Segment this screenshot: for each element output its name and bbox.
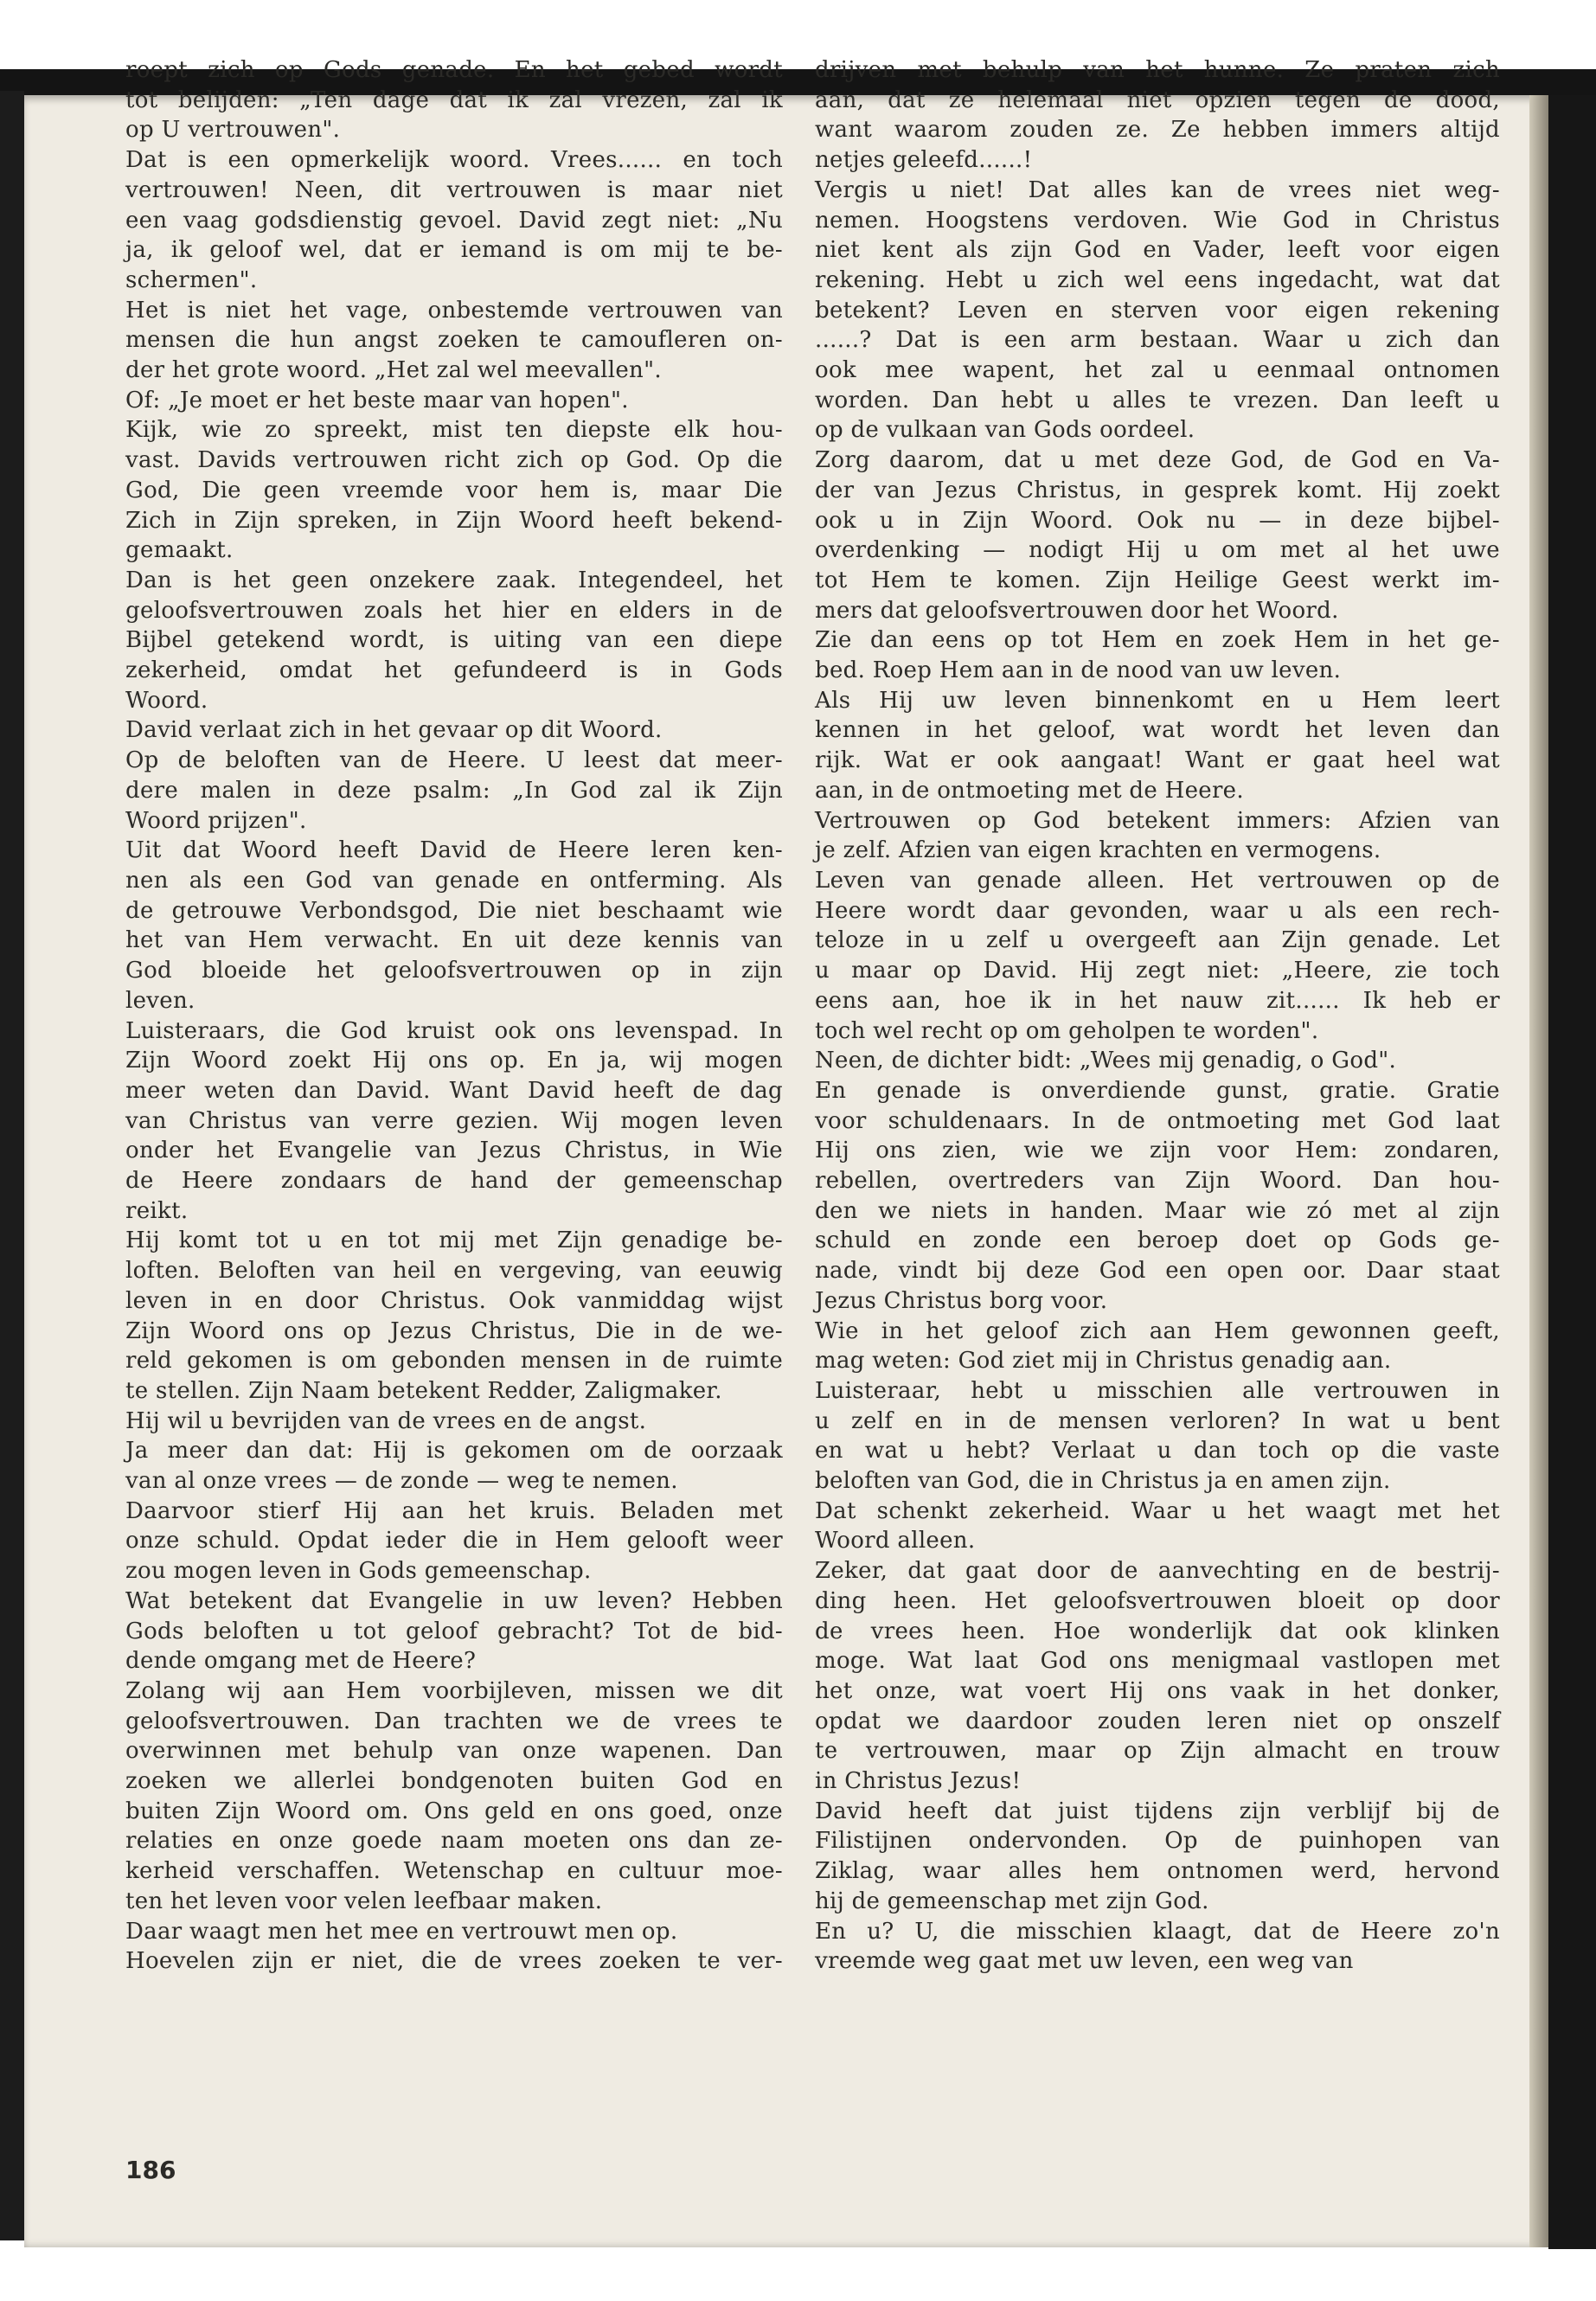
text-line: Heere wordt daar gevonden, waar u als een rech-	[815, 897, 1500, 924]
text-line: niet kent als zijn God en Vader, leeft voor eigen	[815, 237, 1500, 264]
text-line: Uit dat Woord heeft David de Heere leren ken-	[125, 837, 783, 864]
text-line: Als Hij uw leven binnenkomt en u Hem leert	[815, 687, 1500, 714]
text-line: En genade is onverdiende gunst, gratie. Gratie	[815, 1077, 1500, 1104]
text-line: netjes geleefd......!	[815, 147, 1033, 174]
text-line: nemen. Hoogstens verdoven. Wie God in Christus	[815, 207, 1500, 234]
text-line: op U vertrouwen".	[125, 117, 341, 144]
text-line: schermen".	[125, 266, 258, 293]
text-line: van Christus van verre gezien. Wij mogen leven	[125, 1107, 783, 1134]
text-line: leven in en door Christus. Ook vanmiddag wijst	[125, 1287, 783, 1314]
text-line: u maar op David. Hij zegt niet: „Heere, zie toch	[815, 958, 1500, 984]
text-line: Dan is het geen onzekere zaak. Integendeel, het	[125, 567, 783, 593]
text-line: meer weten dan David. Want David heeft de dag	[125, 1077, 783, 1104]
text-line: mers dat geloofsvertrouwen door het Woord.	[815, 597, 1339, 624]
text-line: betekent? Leven en sterven voor eigen rekening	[815, 297, 1500, 324]
text-line: te vertrouwen, maar op Zijn almacht en trouw	[815, 1738, 1500, 1765]
text-line: van al onze vrees — de zonde — weg te nemen.	[125, 1468, 678, 1495]
text-line: Neen, de dichter bidt: „Wees mij genadig, o God".	[815, 1048, 1397, 1074]
text-line: nen als een God van genade en ontferming. Als	[125, 867, 783, 894]
text-line: Zie dan eens op tot Hem en zoek Hem in het ge-	[815, 627, 1500, 654]
text-line: Zijn Woord ons op Jezus Christus, Die in de we-	[125, 1317, 783, 1344]
text-line: aan, in de ontmoeting met de Heere.	[815, 777, 1244, 804]
text-line: vreemde weg gaat met uw leven, een weg van	[815, 1948, 1354, 1975]
text-line: voor schuldenaars. In de ontmoeting met God laat	[815, 1107, 1500, 1134]
text-line: Dat schenkt zekerheid. Waar u het waagt met het	[815, 1497, 1500, 1524]
text-line: Filistijnen ondervonden. Op de puinhopen van	[815, 1828, 1500, 1855]
text-line: Zich in Zijn spreken, in Zijn Woord heeft bekend-	[125, 507, 783, 534]
text-line: hij de gemeenschap met zijn God.	[815, 1888, 1209, 1914]
text-line: de getrouwe Verbondsgod, Die niet beschaamt wie	[125, 897, 783, 924]
text-line: relaties en onze goede naam moeten ons dan ze-	[125, 1828, 783, 1855]
text-line: rijk. Wat er ook aangaat! Want er gaat heel wat	[815, 747, 1500, 774]
scan-border-right	[1548, 95, 1596, 2249]
text-line: Hij wil u bevrijden van de vrees en de angst.	[125, 1407, 647, 1434]
text-line: David verlaat zich in het gevaar op dit Woord.	[125, 717, 663, 744]
text-line: mag weten: God ziet mij in Christus genadig aan.	[815, 1348, 1392, 1375]
text-line: Hij komt tot u en tot mij met Zijn genadige be-	[125, 1227, 783, 1254]
text-line: beloften van God, die in Christus ja en amen zijn.	[815, 1468, 1391, 1495]
text-line: eens aan, hoe ik in het nauw zit...... Ik heb er	[815, 987, 1500, 1014]
text-line: Of: „Je moet er het beste maar van hopen".	[125, 387, 629, 413]
text-line: tot Hem te komen. Zijn Heilige Geest werkt im-	[815, 567, 1500, 593]
text-line: den we niets in handen. Maar wie zó met al zijn	[815, 1197, 1500, 1224]
scan-border-left	[0, 91, 24, 2240]
text-line: Zolang wij aan Hem voorbijleven, missen we dit	[125, 1677, 783, 1704]
text-line: Zijn Woord zoekt Hij ons op. En ja, wij mogen	[125, 1048, 783, 1074]
text-line: rebellen, overtreders van Zijn Woord. Dan hou-	[815, 1168, 1500, 1195]
text-line: Gods beloften u tot geloof gebracht? Tot de bid-	[125, 1618, 783, 1644]
text-line: Luisteraar, hebt u misschien alle vertrouwen in	[815, 1377, 1500, 1404]
text-line: toch wel recht op om geholpen te worden".	[815, 1017, 1319, 1044]
text-line: kennen in het geloof, wat wordt het leven dan	[815, 717, 1500, 744]
text-line: loften. Beloften van heil en vergeving, van eeuwig	[125, 1258, 783, 1285]
text-line: der het grote woord. „Het zal wel meevallen".	[125, 357, 662, 384]
text-line: David heeft dat juist tijdens zijn verblijf bij de	[815, 1798, 1500, 1824]
text-line: tot belijden: „Ten dage dat ik zal vrezen, zal ik	[125, 87, 783, 113]
text-line: overdenking — nodigt Hij u om met al het uwe	[815, 537, 1500, 564]
text-line: Luisteraars, die God kruist ook ons levenspad. In	[125, 1017, 783, 1044]
text-line: nade, vindt bij deze God een open oor. Daar staat	[815, 1258, 1500, 1285]
text-line: zoeken we allerlei bondgenoten buiten God en	[125, 1768, 783, 1795]
text-line: moge. Wat laat God ons menigmaal vastlopen met	[815, 1648, 1500, 1675]
text-line: vertrouwen! Neen, dit vertrouwen is maar niet	[125, 176, 783, 203]
text-line: onder het Evangelie van Jezus Christus, in Wie	[125, 1138, 783, 1164]
text-line: kerheid verschaffen. Wetenschap en cultuur moe-	[125, 1858, 783, 1885]
text-line: te stellen. Zijn Naam betekent Redder, Zaligmaker.	[125, 1377, 722, 1404]
text-line: God, Die geen vreemde voor hem is, maar Die	[125, 477, 783, 503]
text-line: Woord.	[125, 687, 208, 714]
text-line: ten het leven voor velen leefbaar maken.	[125, 1888, 603, 1914]
text-line: in Christus Jezus!	[815, 1768, 1022, 1795]
text-line: de Heere zondaars de hand der gemeenschap	[125, 1168, 783, 1195]
text-line: ding heen. Het geloofsvertrouwen bloeit op door	[815, 1587, 1500, 1614]
text-line: rekening. Hebt u zich wel eens ingedacht, wat dat	[815, 266, 1500, 293]
text-line: zekerheid, omdat het gefundeerd is in Gods	[125, 657, 783, 684]
text-line: ook mee wapent, het zal u eenmaal ontnomen	[815, 357, 1500, 384]
text-line: Jezus Christus borg voor.	[815, 1287, 1108, 1314]
text-line: Ja meer dan dat: Hij is gekomen om de oorzaak	[125, 1438, 783, 1465]
text-line: op de vulkaan van Gods oordeel.	[815, 417, 1195, 444]
text-line: dere malen in deze psalm: „In God zal ik Zijn	[125, 777, 783, 804]
text-line: Het is niet het vage, onbestemde vertrouwen van	[125, 297, 783, 324]
text-line: buiten Zijn Woord om. Ons geld en ons goed, onze	[125, 1798, 783, 1824]
text-line: God bloeide het geloofsvertrouwen op in zijn	[125, 958, 783, 984]
text-line: drijven met behulp van het hunne. Ze praten zich	[815, 57, 1500, 83]
page-gutter-shadow	[1529, 95, 1548, 2247]
text-line: Vertrouwen op God betekent immers: Afzien van	[815, 807, 1500, 834]
text-line: Woord prijzen".	[125, 807, 307, 834]
text-line: Daarvoor stierf Hij aan het kruis. Beladen met	[125, 1497, 783, 1524]
text-line: worden. Dan hebt u alles te vrezen. Dan leeft u	[815, 387, 1500, 413]
text-line: aan, dat ze helemaal niet opzien tegen de dood,	[815, 87, 1500, 113]
text-line: Ziklag, waar alles hem ontnomen werd, hervond	[815, 1858, 1500, 1885]
text-line: Zorg daarom, dat u met deze God, de God en Va-	[815, 447, 1500, 474]
text-line: Leven van genade alleen. Het vertrouwen op de	[815, 867, 1500, 894]
text-line: reld gekomen is om gebonden mensen in de ruimte	[125, 1348, 783, 1375]
text-line: je zelf. Afzien van eigen krachten en vermogens.	[815, 837, 1381, 864]
text-line: ......? Dat is een arm bestaan. Waar u zich dan	[815, 327, 1500, 354]
text-line: ja, ik geloof wel, dat er iemand is om mij te be-	[125, 237, 783, 264]
text-line: Woord alleen.	[815, 1528, 976, 1554]
text-line: Dat is een opmerkelijk woord. Vrees...... en toch	[125, 147, 783, 174]
text-line: geloofsvertrouwen. Dan trachten we de vrees te	[125, 1708, 783, 1734]
text-line: roept zich op Gods genade. En het gebed wordt	[125, 57, 783, 83]
text-line: het van Hem verwacht. En uit deze kennis van	[125, 927, 783, 954]
text-line: Hoevelen zijn er niet, die de vrees zoeken te ver-	[125, 1948, 783, 1975]
text-line: want waarom zouden ze. Ze hebben immers altijd	[815, 117, 1500, 144]
text-line: ook u in Zijn Woord. Ook nu — in deze bijbel-	[815, 507, 1500, 534]
text-line: schuld en zonde een beroep doet op Gods ge-	[815, 1227, 1500, 1254]
text-line: dende omgang met de Heere?	[125, 1648, 477, 1675]
text-line: Wie in het geloof zich aan Hem gewonnen geeft,	[815, 1317, 1500, 1344]
text-line: onze schuld. Opdat ieder die in Hem gelooft weer	[125, 1528, 783, 1554]
text-line: en wat u hebt? Verlaat u dan toch op die vaste	[815, 1438, 1500, 1465]
text-line: En u? U, die misschien klaagt, dat de Heere zo'n	[815, 1918, 1500, 1945]
text-line: bed. Roep Hem aan in de nood van uw leven.	[815, 657, 1342, 684]
text-line: Hij ons zien, wie we zijn voor Hem: zondaren,	[815, 1138, 1500, 1164]
text-line: geloofsvertrouwen zoals het hier en elders in de	[125, 597, 783, 624]
text-line: Op de beloften van de Heere. U leest dat meer-	[125, 747, 783, 774]
text-line: der van Jezus Christus, in gesprek komt. Hij zoekt	[815, 477, 1500, 503]
text-line: het onze, wat voert Hij ons vaak in het donker,	[815, 1677, 1500, 1704]
text-line: reikt.	[125, 1197, 189, 1224]
text-line: gemaakt.	[125, 537, 234, 564]
text-line: u zelf en in de mensen verloren? In wat u bent	[815, 1407, 1500, 1434]
text-line: opdat we daardoor zouden leren niet op onszelf	[815, 1708, 1500, 1734]
text-line: mensen die hun angst zoeken te camoufleren on-	[125, 327, 783, 354]
text-line: overwinnen met behulp van onze wapenen. Dan	[125, 1738, 783, 1765]
text-line: een vaag godsdienstig gevoel. David zegt niet: „Nu	[125, 207, 783, 234]
text-line: leven.	[125, 987, 195, 1014]
text-line: zou mogen leven in Gods gemeenschap.	[125, 1558, 592, 1585]
text-line: vast. Davids vertrouwen richt zich op God. Op die	[125, 447, 783, 474]
text-line: Zeker, dat gaat door de aanvechting en de bestrij-	[815, 1558, 1500, 1585]
text-line: Daar waagt men het mee en vertrouwt men op.	[125, 1918, 678, 1945]
page-number: 186	[125, 2156, 176, 2184]
text-line: Wat betekent dat Evangelie in uw leven? Hebben	[125, 1587, 783, 1614]
right-text-column	[815, 55, 1500, 1977]
text-line: teloze in u zelf u overgeeft aan Zijn genade. Let	[815, 927, 1500, 954]
text-line: Vergis u niet! Dat alles kan de vrees niet weg-	[815, 176, 1500, 203]
text-line: Kijk, wie zo spreekt, mist ten diepste elk hou-	[125, 417, 783, 444]
text-line: de vrees heen. Hoe wonderlijk dat ook klinken	[815, 1618, 1500, 1644]
left-text-column	[125, 55, 783, 1977]
text-line: Bijbel getekend wordt, is uiting van een diepe	[125, 627, 783, 654]
